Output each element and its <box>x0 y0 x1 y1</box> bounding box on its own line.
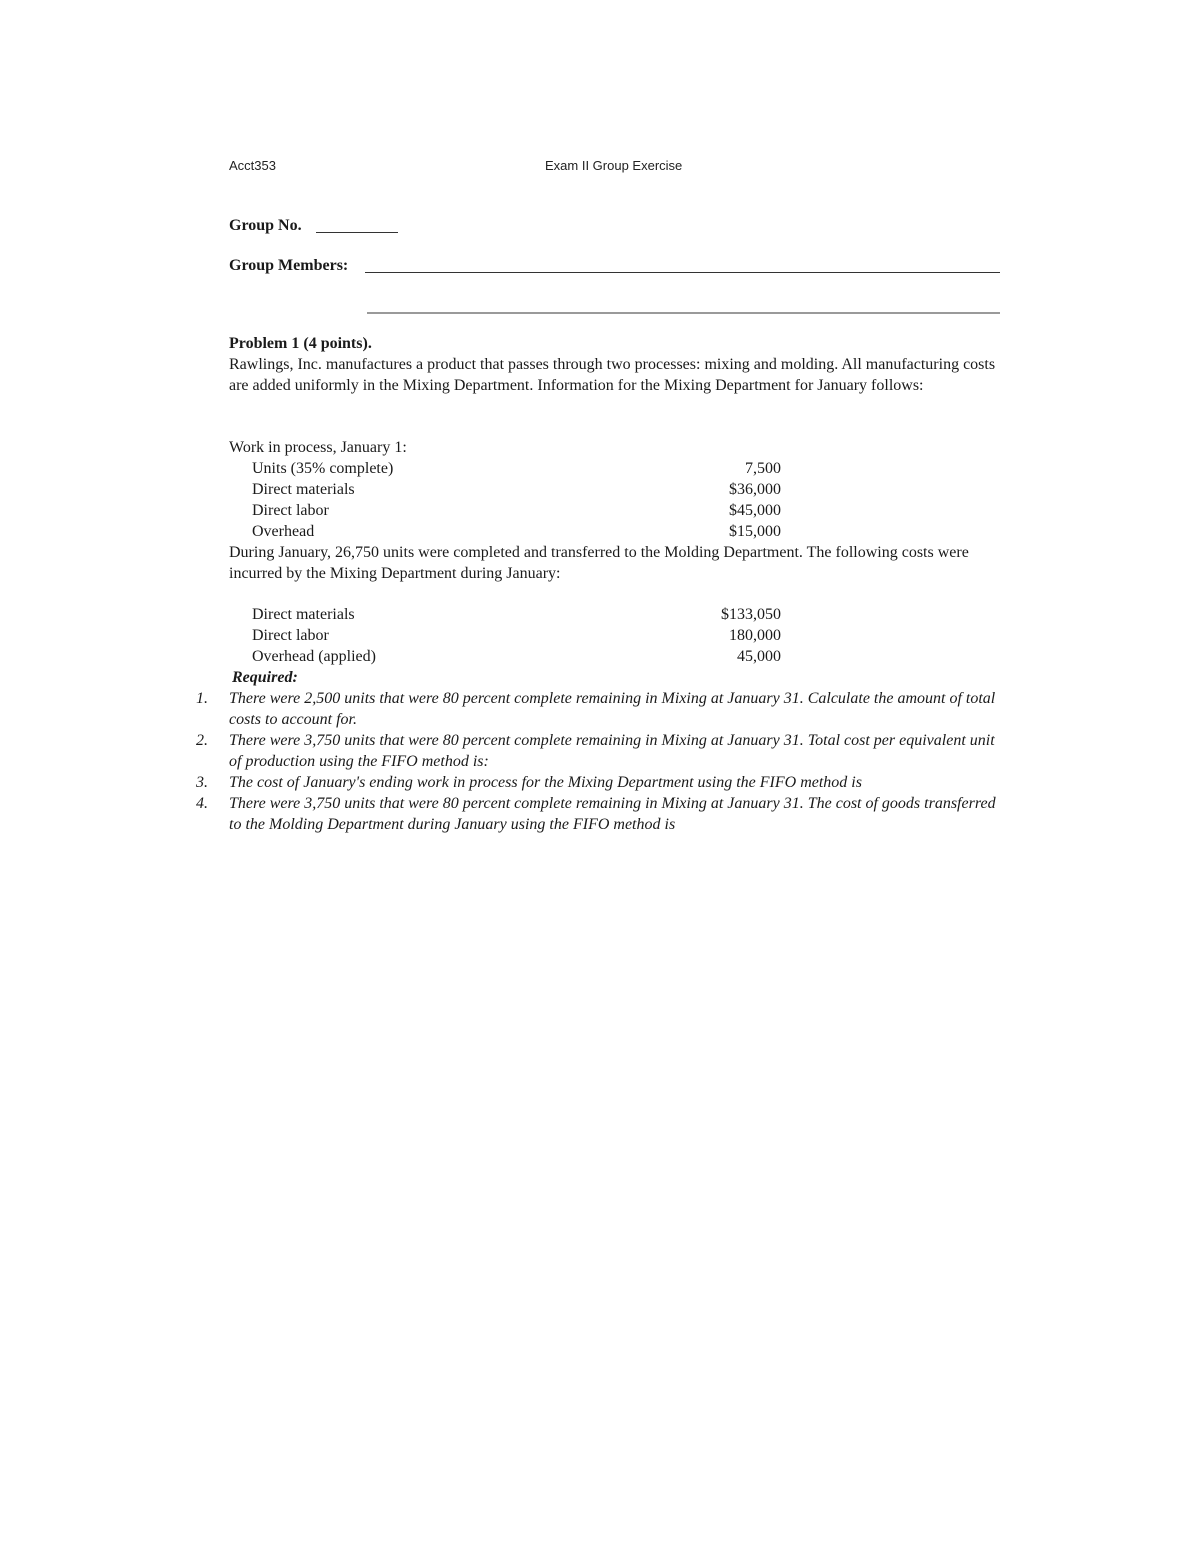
cost-row <box>229 625 789 646</box>
wip-row <box>229 500 789 521</box>
header-course-code: Acct353 <box>229 158 276 173</box>
required-item-number: 2. <box>196 732 208 749</box>
wip-row-label: Direct materials <box>252 481 355 498</box>
cost-row-value: $133,050 <box>721 606 781 623</box>
required-item-text: The cost of January's ending work in process for the Mixing Department using the FIFO method is <box>229 774 862 791</box>
cost-row-label: Direct labor <box>252 627 329 644</box>
required-item-text: There were 3,750 units that were 80 percent complete remaining in Mixing at January 31. Total cost per equivalent unit of production using the FIFO method is: <box>229 732 995 770</box>
required-item-number: 1. <box>196 690 208 707</box>
during-january-text: During January, 26,750 units were completed and transferred to the Molding Department. The following costs were incurred by the Mixing Department during January: <box>229 544 969 582</box>
wip-row-value: $36,000 <box>729 481 781 498</box>
problem-title: Problem 1 (4 points). <box>229 335 372 352</box>
required-item-number: 4. <box>196 795 208 812</box>
required-item <box>196 688 1016 730</box>
wip-row-value: 7,500 <box>745 460 781 477</box>
cost-row-label: Overhead (applied) <box>252 648 376 665</box>
wip-row-label: Units (35% complete) <box>252 460 394 477</box>
wip-row-value: $15,000 <box>729 523 781 540</box>
cost-row <box>229 604 789 625</box>
wip-row <box>229 479 789 500</box>
required-item <box>196 772 1016 793</box>
wip-row <box>229 458 789 479</box>
problem-intro: Rawlings, Inc. manufactures a product that passes through two processes: mixing and molding. All manufacturing costs are added uniformly in the Mixing Department. Information for the Mixing Department for January follows: <box>229 356 996 394</box>
required-label: Required: <box>232 669 298 686</box>
wip-row <box>229 521 789 542</box>
group-members-label: Group Members: <box>229 257 349 274</box>
group-members-blank-2 <box>367 312 1000 314</box>
wip-row-label: Direct labor <box>252 502 329 519</box>
cost-row <box>229 646 789 667</box>
wip-row-label: Overhead <box>252 523 315 540</box>
group-no-blank <box>316 232 398 233</box>
header-title: Exam II Group Exercise <box>545 158 683 173</box>
required-item <box>196 793 1016 835</box>
cost-row-value: 180,000 <box>729 627 781 644</box>
required-item <box>196 730 1016 772</box>
wip-heading: Work in process, January 1: <box>229 439 407 456</box>
cost-row-label: Direct materials <box>252 606 355 623</box>
required-item-number: 3. <box>196 774 208 791</box>
group-no-label: Group No. <box>229 217 302 234</box>
group-members-blank-1 <box>365 272 1000 273</box>
required-item-text: There were 2,500 units that were 80 percent complete remaining in Mixing at January 31. Calculate the amount of total costs to account for. <box>229 690 996 728</box>
required-item-text: There were 3,750 units that were 80 percent complete remaining in Mixing at January 31. The cost of goods transferred to the Molding Department during January using the FIFO method is <box>229 795 996 833</box>
cost-row-value: 45,000 <box>737 648 781 665</box>
wip-row-value: $45,000 <box>729 502 781 519</box>
